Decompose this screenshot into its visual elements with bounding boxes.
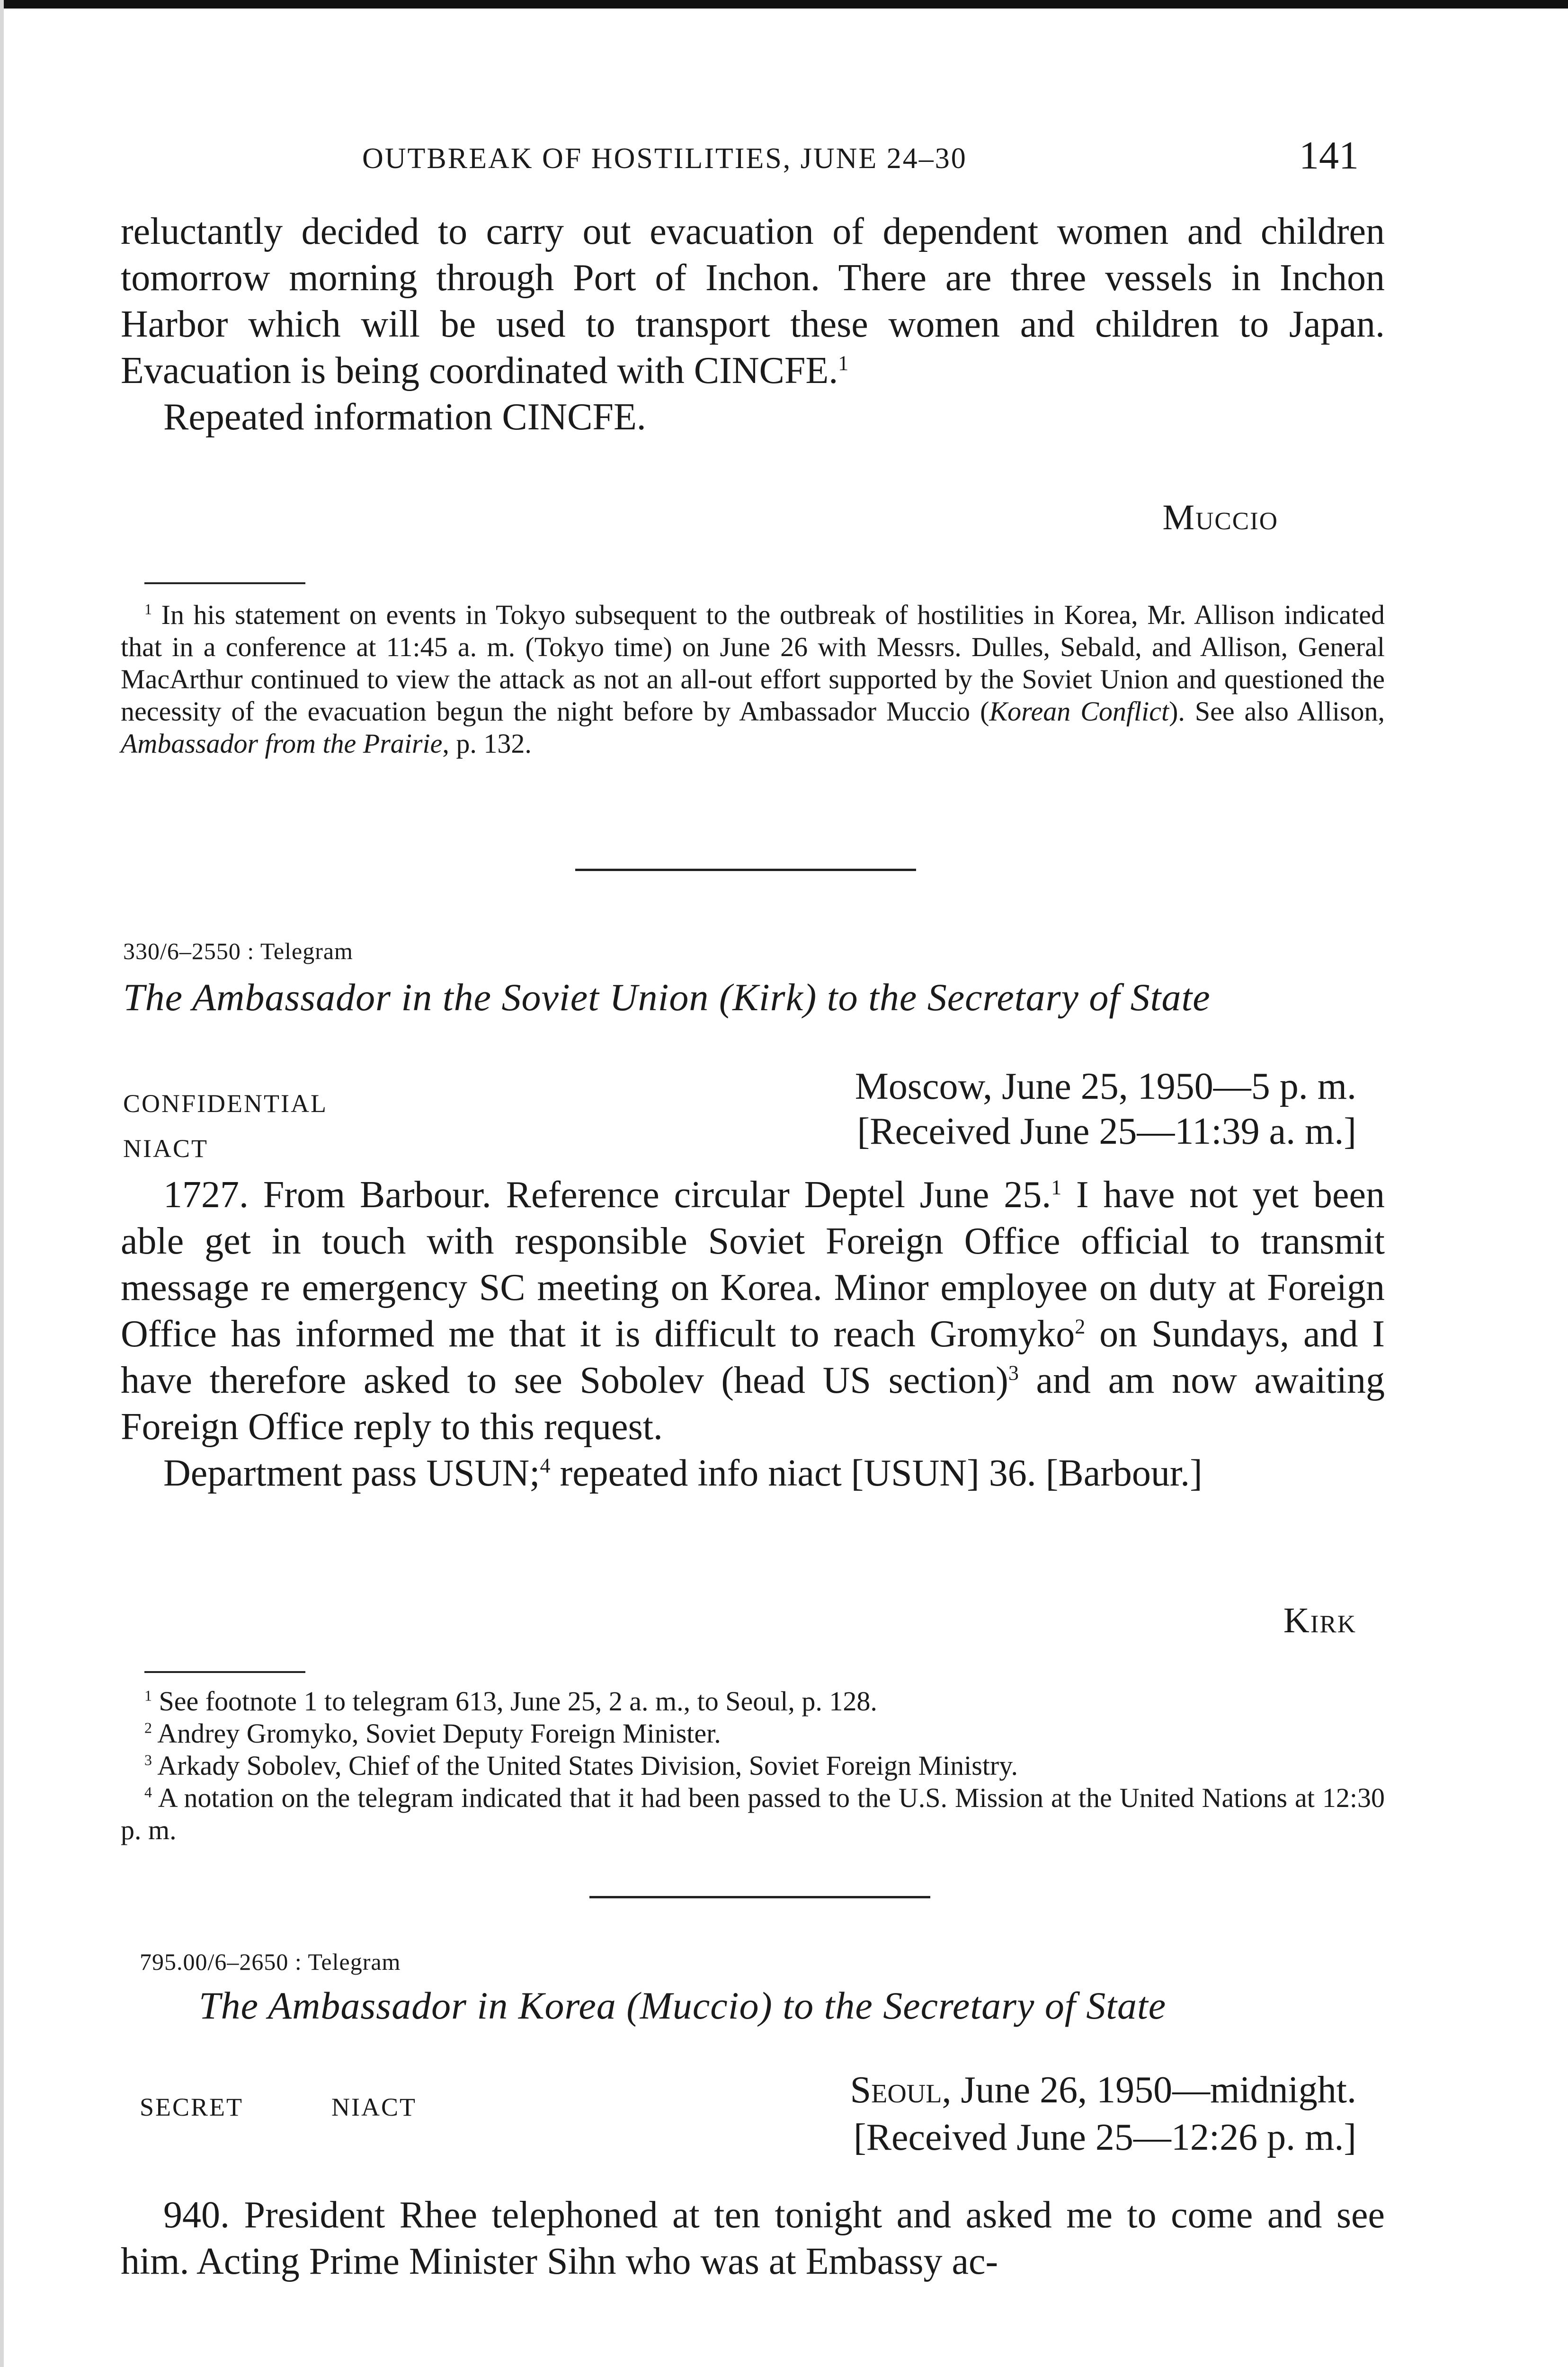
dateline-city: Seoul bbox=[850, 2069, 942, 2111]
footnote-kirk-3 bbox=[121, 1750, 1385, 1782]
scan-top-edge bbox=[0, 0, 1568, 9]
footnote-kirk-2 bbox=[121, 1717, 1385, 1750]
kirk-paragraph-2 bbox=[121, 1450, 1385, 1496]
footnote-text: Arkady Sobolev, Chief of the United States Division, Soviet Foreign Ministry. bbox=[157, 1750, 1018, 1781]
footnote-marker: 1 bbox=[144, 601, 152, 618]
heading-text: The Ambassador in Korea ( bbox=[199, 1984, 640, 2027]
heading-text: ) to the Secretary of State bbox=[803, 976, 1211, 1019]
footnote-kirk-4 bbox=[121, 1782, 1385, 1846]
body-text: on Sundays, and I have therefore asked to see Sobolev (head US section) bbox=[121, 1313, 1385, 1401]
kirk-paragraph-1 bbox=[121, 1172, 1385, 1450]
footnote-1 bbox=[121, 599, 1385, 760]
received-muccio: [Received June 25—12:26 p. m.] bbox=[854, 2117, 1356, 2158]
footnote-divider bbox=[144, 582, 305, 584]
doc-id-muccio: 795.00/6–2650 : Telegram bbox=[140, 1949, 401, 1975]
running-head bbox=[121, 133, 1385, 185]
body-text: and am now awaiting Foreign Office reply to this request. bbox=[121, 1360, 1385, 1448]
body-text: 1727. From Barbour. Reference circular Deptel June 25. bbox=[163, 1174, 1051, 1216]
footnote-citation: Korean Conflict bbox=[989, 696, 1169, 727]
precedence-niact: NIACT bbox=[123, 1134, 208, 1163]
precedence-niact: NIACT bbox=[331, 2093, 417, 2121]
footnote-ref: 1 bbox=[838, 351, 849, 375]
footnote-marker: 2 bbox=[144, 1719, 152, 1736]
footnote-marker: 4 bbox=[144, 1784, 152, 1801]
footnote-ref: 3 bbox=[1008, 1361, 1019, 1385]
heading-muccio bbox=[199, 1984, 1166, 2028]
footnote-text: A notation on the telegram indicated that it had been passed to the U.S. Mission at the United Nations at 12:30 p. m. bbox=[121, 1782, 1385, 1845]
section-divider bbox=[575, 869, 916, 871]
dateline-seoul bbox=[850, 2069, 1356, 2112]
classification-confidential: CONFIDENTIAL bbox=[123, 1089, 328, 1118]
body-text: I have not yet been able get in touch with responsible Soviet Foreign Office official to transmit message re emergency SC meeting on Korea. Minor employee on duty at Foreign Office has informed me that it is difficult to reach Gromyko bbox=[121, 1174, 1385, 1355]
section-continuation bbox=[121, 208, 1385, 440]
muccio-paragraph: 940. President Rhee telephoned at ten tonight and asked me to come and see him. Acting Prime Minister Sihn who was at Embassy ac- bbox=[121, 2194, 1385, 2282]
footnote-divider bbox=[144, 1671, 305, 1673]
footnote-text: ). See also Allison, bbox=[1169, 696, 1385, 727]
footnote-ref: 2 bbox=[1075, 1315, 1086, 1338]
footnote-ref: 1 bbox=[1051, 1175, 1062, 1199]
footnote-ref: 4 bbox=[540, 1454, 551, 1477]
received-kirk: [Received June 25—11:39 a. m.] bbox=[857, 1111, 1356, 1152]
footnote-block-1 bbox=[121, 599, 1385, 760]
footnote-text: Andrey Gromyko, Soviet Deputy Foreign Minister. bbox=[157, 1718, 721, 1749]
classification-secret: SECRET bbox=[140, 2093, 244, 2121]
footnote-kirk-1 bbox=[121, 1685, 1385, 1717]
heading-text: The Ambassador in the Soviet Union ( bbox=[123, 976, 733, 1019]
scan-left-edge bbox=[0, 0, 4, 2367]
dateline-moscow: Moscow, June 25, 1950—5 p. m. bbox=[855, 1066, 1356, 1107]
heading-kirk bbox=[123, 975, 1211, 1020]
footnote-text: , p. 132. bbox=[442, 728, 532, 759]
repeat-info-paragraph: Repeated information CINCFE. bbox=[163, 396, 646, 438]
footnote-block-2 bbox=[121, 1685, 1385, 1846]
kirk-body bbox=[121, 1172, 1385, 1496]
footnote-marker: 3 bbox=[144, 1752, 152, 1769]
continuation-text: reluctantly decided to carry out evacuation of dependent women and children tomorrow morning through Port of Inchon. There are three vessels in Inchon Harbor which will be used to transport these women and children to Japan. Evacuation is being coordinated with CINCFE. bbox=[121, 211, 1385, 392]
section-divider bbox=[589, 1896, 930, 1898]
footnote-marker: 1 bbox=[144, 1687, 152, 1704]
body-text: Department pass USUN; bbox=[163, 1452, 540, 1494]
signature-kirk: Kirk bbox=[1283, 1601, 1356, 1640]
body-text: repeated info niact [USUN] 36. [Barbour.] bbox=[550, 1452, 1203, 1494]
doc-id-kirk: 330/6–2550 : Telegram bbox=[123, 938, 353, 964]
heading-text: ) to the Secretary of State bbox=[759, 1984, 1167, 2027]
dateline-text: , June 26, 1950—midnight. bbox=[942, 2069, 1356, 2111]
footnote-text: In his statement on events in Tokyo subsequent to the outbreak of hostilities in Korea, Mr. Allison indicated that in a conference at 11:45 a. m. (Tokyo time) on June 26 with Messrs. Dulles, Sebald, and Allison, General MacArthur continued to view the attack as not an all-out effort supported by the Soviet Union and questioned the necessity of the evacuation begun the night before by Ambassador Muccio ( bbox=[121, 599, 1385, 727]
footnote-text: See footnote 1 to telegram 613, June 25, 2 a. m., to Seoul, p. 128. bbox=[159, 1686, 877, 1717]
heading-name: Muccio bbox=[640, 1984, 759, 2027]
heading-name: Kirk bbox=[732, 976, 803, 1019]
page-number: 141 bbox=[1299, 133, 1359, 178]
muccio-body bbox=[121, 2192, 1385, 2285]
running-title: OUTBREAK OF HOSTILITIES, JUNE 24–30 bbox=[362, 142, 967, 175]
continuation-paragraph bbox=[121, 208, 1385, 394]
signature-muccio: Muccio bbox=[1162, 498, 1278, 537]
footnote-citation: Ambassador from the Prairie bbox=[121, 728, 443, 759]
